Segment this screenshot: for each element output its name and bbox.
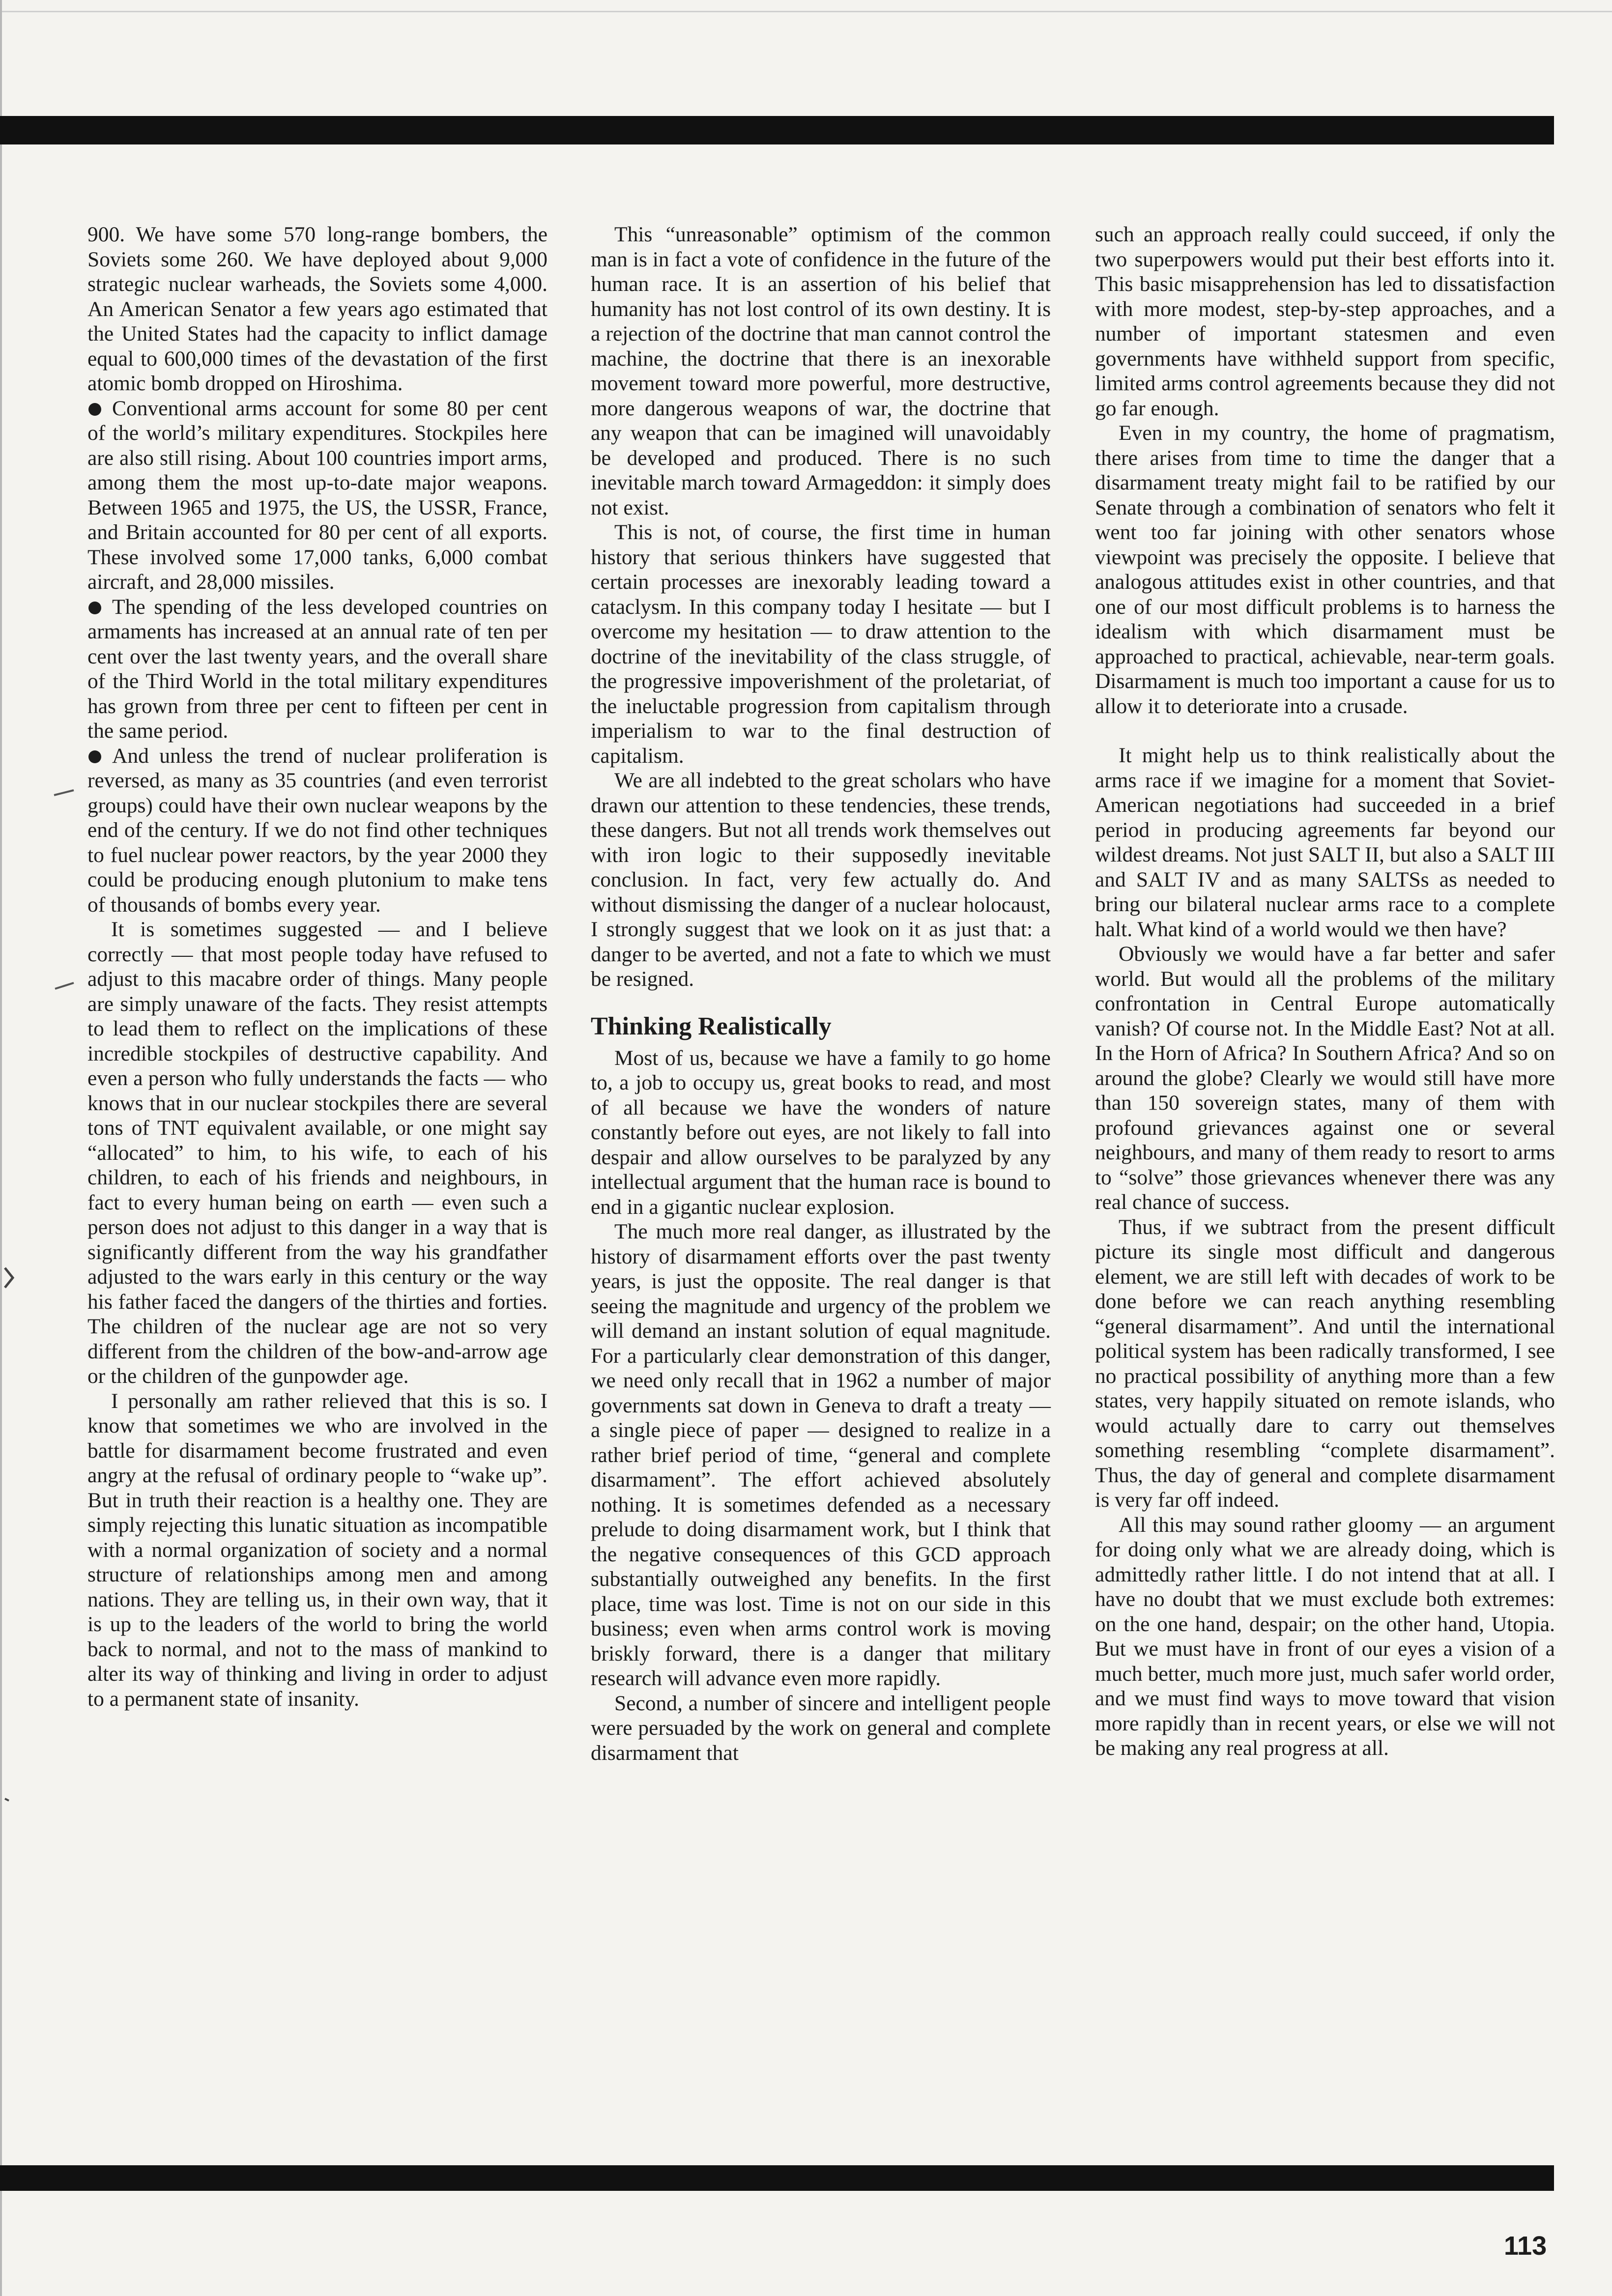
paragraph <box>591 1219 1051 1691</box>
paragraph <box>591 1046 1051 1220</box>
paragraph-text: Obviously we would have a far better and safer world. But would all the problems of the military confrontation in Central Europe automatically vanish? Of course not. In the Middle East? Not at all. In the Horn of Africa? In Southern Africa? And so on around the globe? Clearly we would still have more than 150 sovereign states, many of them with profound grievances against one or several neighbours, and many of them ready to resort to arms to “solve” those grievances whenever there was any real chance of success. <box>1095 942 1555 1214</box>
bullet-paragraph <box>87 396 547 595</box>
column-left <box>87 222 547 1711</box>
paragraph-text: I personally am rather relieved that this is so. I know that sometimes we who are involved in the battle for disarmament become frustrated and even angry at the refusal of ordinary people to “wake up”. But in truth their reaction is a healthy one. They are simply rejecting this lunatic situation as incompatible with a normal organization of society and a normal structure of relationships among men and among nations. They are telling us, in their own way, that it is up to the leaders of the world to bring the world back to normal, and not to the mass of mankind to alter its way of thinking and living in order to adjust to a permanent state of insanity. <box>87 1389 547 1711</box>
paragraph <box>591 520 1051 768</box>
footer-rule-bar <box>0 2165 1554 2191</box>
paragraph <box>1095 421 1555 718</box>
page-top-edge <box>0 0 1612 12</box>
paragraph <box>1095 1513 1555 1761</box>
bullet-dot-icon <box>88 602 101 614</box>
paragraph <box>591 222 1051 520</box>
paragraph-text: The spending of the less developed countries on armaments has increased at an annual rate of ten per cent over the last twenty years, and the overall share of the Third World in the total military expenditures has grown from three per cent to fifteen per cent in the same period. <box>87 595 547 743</box>
section-heading: Thinking Realistically <box>591 1012 832 1040</box>
column-middle <box>591 222 1051 1765</box>
paragraph <box>1095 222 1555 421</box>
column-right <box>1095 222 1555 1761</box>
paragraph-text: Even in my country, the home of pragmatism, there arises from time to time the danger that a disarmament treaty might fail to be ratified by our Senate through a combination of senators who felt it went too far joining with other senators whose viewpoint was precisely the opposite. I believe that analogous attitudes exist in other countries, and that one of our most difficult problems is to harness the idealism with which disarmament must be approached to practical, achievable, near-term goals. Disarmament is much too important a cause for us to allow it to deteriorate into a crusade. <box>1095 421 1555 718</box>
paragraph-text: Second, a number of sincere and intelligent people were persuaded by the work on general and complete disarmament that <box>591 1691 1051 1765</box>
paragraph <box>1095 743 1555 942</box>
paragraph-text: And unless the trend of nuclear proliferation is reversed, as many as 35 countries (and even terrorist groups) could have their own nuclear weapons by the end of the century. If we do not find other techniques to fuel nuclear power reactors, by the year 2000 they could be producing enough plutonium to make tens of thousands of bombs every year. <box>87 744 547 917</box>
paragraph-text: Thus, if we subtract from the present difficult picture its single most difficult and dangerous element, we are still left with decades of work to be done before we can reach anything resembling “general disarmament”. And until the international political system has been radically transformed, I see no practical possibility of anything more than a few states, very happily situated on remote islands, who would actually dare to carry out themselves something resembling “complete disarmament”. Thus, the day of general and complete disarmament is very far off indeed. <box>1095 1215 1555 1512</box>
paragraph <box>1095 942 1555 1215</box>
paragraph <box>591 1691 1051 1766</box>
page-left-edge <box>0 0 2 2296</box>
paragraph-text: This “unreasonable” optimism of the common man is in fact a vote of confidence in the future of the human race. It is an assertion of his belief that humanity has not lost control of its own destiny. It is a rejection of the doctrine that man cannot control the machine, the doctrine that there is an inexorable movement toward more powerful, more destructive, more dangerous weapons of war, the doctrine that any weapon that can be imagined will unavoidably be developed and produced. There is no such inevitable march toward Armageddon: it simply does not exist. <box>591 223 1051 519</box>
paragraph-text: The much more real danger, as illustrated by the history of disarmament efforts over the past twenty years, is just the opposite. The real danger is that seeing the magnitude and urgency of the problem we will demand an instant solution of equal magnitude. For a particularly clear demonstration of this danger, we need only recall that in 1962 a number of major governments sat down in Geneva to draft a treaty — a single piece of paper — designed to realize in a rather brief period of time, “general and complete disarmament”. The effort achieved absolutely nothing. It is sometimes defended as a necessary prelude to doing disarmament work, but I think that the negative consequences of this GCD approach substantially outweighed any benefits. In the first place, time was lost. Time is not on our side in this business; even when arms control work is moving briskly forward, there is a danger that military research will advance even more rapidly. <box>591 1220 1051 1690</box>
paragraph-text: Conventional arms account for some 80 per cent of the world’s military expenditures. Stockpiles here are also still rising. About 100 countries import arms, among them the most up-to-date major weapons. Between 1965 and 1975, the US, the USSR, France, and Britain accounted for 80 per cent of all exports. These involved some 17,000 tanks, 6,000 combat aircraft, and 28,000 missiles. <box>87 396 547 594</box>
bullet-dot-icon <box>88 750 101 763</box>
paragraph-text: All this may sound rather gloomy — an argument for doing only what we are already doing, which is admittedly rather little. I do not intend that at all. I have no doubt that we must exclude both extremes: on the one hand, despair; on the other hand, Utopia. But we must have in front of our eyes a vision of a much better, much more just, much safer world order, and we must find ways to move toward that vision more rapidly than in recent years, or else we will not be making any real progress at all. <box>1095 1513 1555 1760</box>
paragraph-text: It might help us to think realistically about the arms race if we imagine for a moment that Soviet-American negotiations had succeeded in a brief period in producing agreements far beyond our wildest dreams. Not just SALT II, but also a SALT III and SALT IV and as many SALTSs as needed to bring our bilateral nuclear arms race to a complete halt. What kind of a world would we then have? <box>1095 744 1555 941</box>
header-rule-bar <box>0 116 1554 144</box>
paragraph-text: Most of us, because we have a family to go home to, a job to occupy us, great books to read, and most of all because we have the wonders of nature constantly before out eyes, are not likely to fall into despair and allow ourselves to be paralyzed by any intellectual argument that the human race is bound to end in a gigantic nuclear explosion. <box>591 1046 1051 1219</box>
paragraph-text: 900. We have some 570 long-range bombers, the Soviets some 260. We have deployed about 9,000 strategic nuclear warheads, the Soviets some 4,000. An American Senator a few years ago estimated that the United States had the capacity to inflict damage equal to 600,000 times of the devastation of the first atomic bomb dropped on Hiroshima. <box>87 223 547 395</box>
paragraph-text: It is sometimes suggested — and I believe correctly — that most people today have refused to adjust to this macabre order of things. Many people are simply unaware of the facts. They resist attempts to lead them to reflect on the implications of these incredible stockpiles of destructive capability. And even a person who fully understands the facts — who knows that in our nuclear stockpiles there are several tons of TNT equivalent available, or one might say “allocated” to him, to his wife, to each of his children, to each of his friends and neighbours, in fact to every human being on earth — even such a person does not adjust to this danger in a way that is significantly different from the way his grandfather adjusted to the wars early in this century or the way his father faced the dangers of the thirties and forties. The children of the nuclear age are not so very different from the children of the bow-and-arrow age or the children of the gunpowder age. <box>87 918 547 1388</box>
paragraph <box>87 917 547 1389</box>
bullet-paragraph <box>87 595 547 744</box>
paragraph-text: such an approach really could succeed, if only the two superpowers would put their best efforts into it. This basic misapprehension has led to dissatisfaction with more modest, step-by-step approaches, and a number of important statesmen and even governments have withheld support from specific, limited arms control agreements because they did not go far enough. <box>1095 223 1555 420</box>
paragraph <box>1095 1215 1555 1513</box>
paragraph <box>87 1389 547 1712</box>
bullet-paragraph <box>87 744 547 918</box>
paragraph-text: We are all indebted to the great scholars who have drawn our attention to these tendencies, these trends, these dangers. But not all trends work themselves out with iron logic to their supposedly inevitable conclusion. In fact, very few actually do. And without dismissing the danger of a nuclear holocaust, I strongly suggest that we look on it as just that: a danger to be averted, and not a fate to which we must be resigned. <box>591 769 1051 991</box>
paragraph <box>87 222 547 396</box>
bullet-dot-icon <box>88 403 101 416</box>
paragraph-text: This is not, of course, the first time in human history that serious thinkers have suggested that certain processes are inexorably leading toward a cataclysm. In this company today I hesitate — but I overcome my hesitation — to draw attention to the doctrine of the inevitability of the class struggle, of the progressive impoverishment of the proletariat, of the ineluctable progression from capitalism through imperialism to war to the final destruction of capitalism. <box>591 520 1051 768</box>
page-number: 113 <box>1504 2231 1547 2261</box>
paragraph <box>591 768 1051 992</box>
